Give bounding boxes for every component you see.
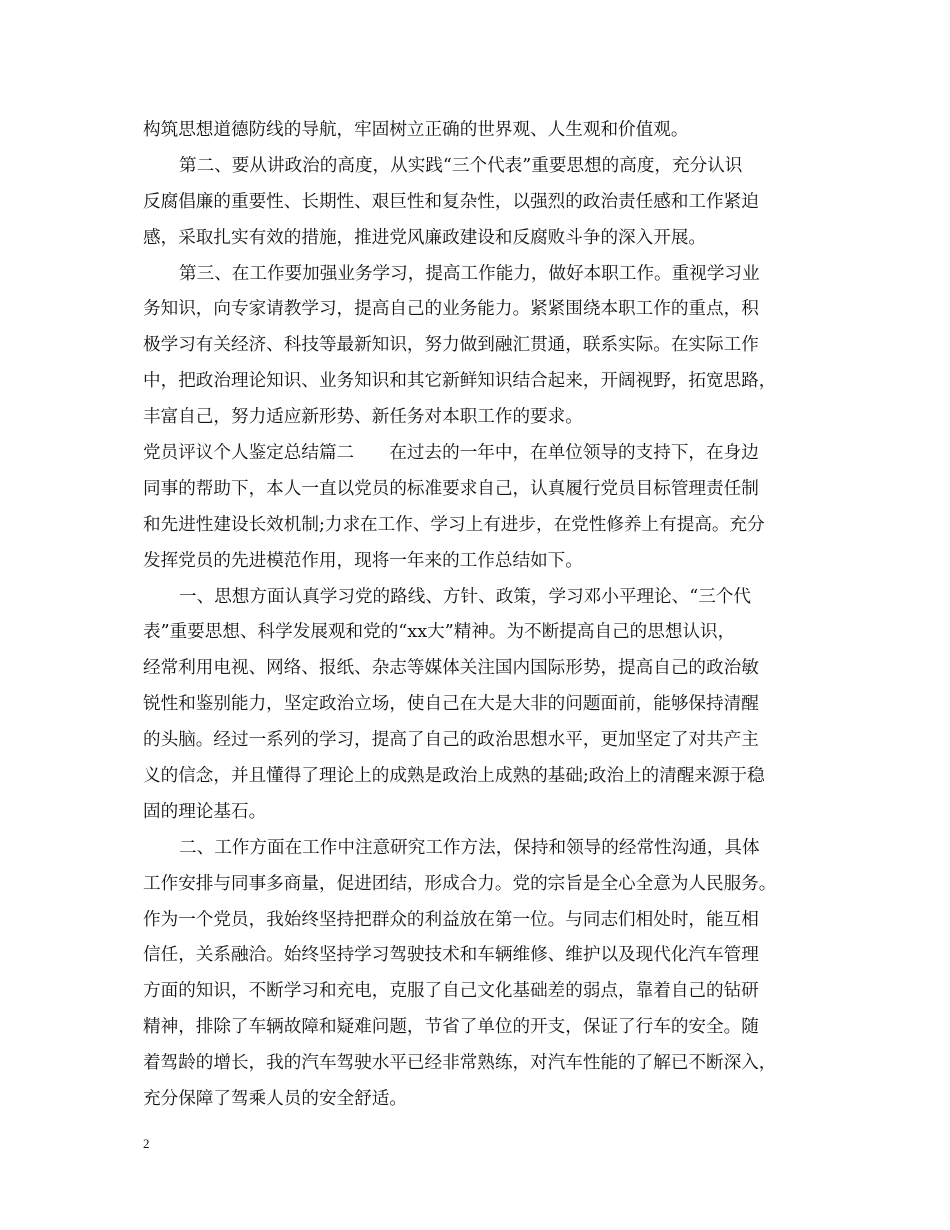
body-text xyxy=(143,113,823,1118)
text-line: 务知识，向专家请教学习，提高自己的业务能力。紧紧围绕本职工作的重点，积 xyxy=(143,299,759,320)
text-line: 锐性和鉴别能力，坚定政治立场，使自己在大是大非的问题面前，能够保持清醒 xyxy=(143,694,759,715)
text-line: 极学习有关经济、科技等最新知识，努力做到融汇贯通，联系实际。在实际工作 xyxy=(143,335,759,356)
text-line: 的头脑。经过一系列的学习，提高了自己的政治思想水平，更加坚定了对共产主 xyxy=(143,730,759,751)
text-line: 工作安排与同事多商量，促进团结，形成合力。党的宗旨是全心全意为人民服务。 xyxy=(143,873,777,894)
text-line: 着驾龄的增长，我的汽车驾驶水平已经非常熟练，对汽车性能的了解已不断深入， xyxy=(143,1053,777,1074)
text-line: 第三、在工作要加强业务学习，提高工作能力，做好本职工作。重视学习业 xyxy=(179,263,760,284)
text-line: 第二、要从讲政治的高度，从实践“三个代表”重要思想的高度，充分认识 xyxy=(179,155,743,176)
text-line: 构筑思想道德防线的导航，牢固树立正确的世界观、人生观和价值观。 xyxy=(143,120,689,140)
text-line: 义的信念，并且懂得了理论上的成熟是政治上成熟的基础;政治上的清醒来源于稳 xyxy=(143,766,765,787)
text-line: 反腐倡廉的重要性、长期性、艰巨性和复杂性，以强烈的政治责任感和工作紧迫 xyxy=(143,191,759,212)
section-heading-line: 党员评议个人鉴定总结篇二 在过去的一年中，在单位领导的支持下，在身边 xyxy=(143,443,759,464)
text-line: 一、思想方面认真学习党的路线、方针、政策，学习邓小平理论、“三个代 xyxy=(179,586,751,607)
text-line: 同事的帮助下，本人一直以党员的标准要求自己，认真履行党员目标管理责任制 xyxy=(143,478,759,499)
text-line: 作为一个党员，我始终坚持把群众的利益放在第一位。与同志们相处时，能互相 xyxy=(143,909,759,930)
text-line: 中，把政治理论知识、业务知识和其它新鲜知识结合起来，开阔视野，拓宽思路， xyxy=(143,371,777,392)
text-line: 表”重要思想、科学发展观和党的“xx大”精神。为不断提高自己的思想认识， xyxy=(143,622,736,643)
text-line: 丰富自己，努力适应新形势、新任务对本职工作的要求。 xyxy=(143,407,583,428)
text-line: 和先进性建设长效机制;力求在工作、学习上有进步，在党性修养上有提高。充分 xyxy=(143,514,765,535)
text-line: 方面的知识，不断学习和充电，克服了自己文化基础差的弱点，靠着自己的钻研 xyxy=(143,981,759,1002)
text-line: 二、工作方面在工作中注意研究工作方法，保持和领导的经常性沟通，具体 xyxy=(179,837,760,858)
text-line: 信任，关系融洽。始终坚持学习驾驶技术和车辆维修、维护以及现代化汽车管理 xyxy=(143,945,759,966)
text-line: 固的理论基石。 xyxy=(143,801,267,822)
text-line: 感，采取扎实有效的措施，推进党风廉政建设和反腐败斗争的深入开展。 xyxy=(143,227,707,248)
page-number: 2 xyxy=(143,1136,150,1151)
text-line: 发挥党员的先进模范作用，现将一年来的工作总结如下。 xyxy=(143,550,583,571)
text-line: 经常利用电视、网络、报纸、杂志等媒体关注国内国际形势，提高自己的政治敏 xyxy=(143,658,759,679)
text-line: 精神，排除了车辆故障和疑难问题，节省了单位的开支，保证了行车的安全。随 xyxy=(143,1017,759,1038)
text-line: 充分保障了驾乘人员的安全舒适。 xyxy=(143,1089,407,1110)
